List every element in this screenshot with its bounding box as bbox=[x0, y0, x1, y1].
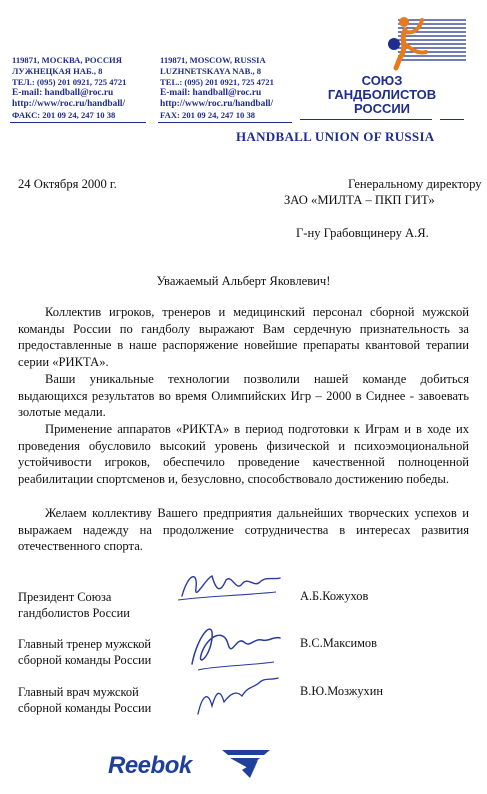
sponsor-wordmark: Reebok bbox=[108, 752, 192, 779]
recipient-company: ЗАО «МИЛТА – ПКП ГИТ» bbox=[284, 193, 435, 207]
address-line: ЛУЖНЕЦКАЯ НАБ., 8 bbox=[12, 66, 103, 76]
letter-date: 24 Октября 2000 г. bbox=[18, 177, 117, 191]
role-line: Главный врач мужской bbox=[18, 685, 139, 699]
paragraph: Желаем коллективу Вашего предприятия дальнейших творческих успехов и выражаем надежду на продолжение сотрудничества в интересах развития отечественного спорта. bbox=[18, 506, 469, 554]
union-name-line: РОССИИ bbox=[353, 101, 411, 116]
paragraph: Коллектив игроков, тренеров и медицинский персонал сборной мужской команды России по гандболу выражают Вам сердечную признательность за предоставленные в наше распоряжение новейшие препараты квантовой терапии серии «РИКТА». bbox=[18, 305, 469, 369]
signatory-name: В.С.Максимов bbox=[300, 636, 377, 650]
signatory-role bbox=[18, 589, 130, 621]
divider bbox=[158, 122, 292, 123]
address-line: TEL.: (095) 201 0921, 725 4721 bbox=[160, 77, 274, 87]
divider bbox=[300, 119, 432, 120]
address-line: LUZHNETSKAYA NAB., 8 bbox=[160, 66, 262, 76]
address-fax: ФАКС: 201 09 24, 247 10 38 bbox=[12, 110, 116, 120]
role-line: гандболистов России bbox=[18, 606, 130, 620]
signatory-role bbox=[18, 684, 151, 716]
address-line: 119871, MOSCOW, RUSSIA bbox=[160, 55, 266, 65]
role-line: сборной команды России bbox=[18, 653, 152, 667]
role-line: сборной команды России bbox=[18, 701, 152, 715]
paragraph: Ваши уникальные технологии позволили нашей команде добиться выдающихся результатов во время Олимпийских Игр – 2000 в Сиднее - завоевать золотые медали. bbox=[18, 372, 469, 420]
signature-mark bbox=[192, 676, 282, 725]
union-name-line: ГАНДБОЛИСТОВ bbox=[327, 87, 437, 102]
divider bbox=[440, 119, 464, 120]
union-name-line: СОЮЗ bbox=[361, 73, 403, 88]
address-line: ТЕЛ.: (095) 201 0921, 725 4721 bbox=[12, 77, 127, 87]
address-fax: FAX: 201 09 24, 247 10 38 bbox=[160, 110, 256, 120]
union-name bbox=[312, 74, 452, 116]
signatory-role bbox=[18, 636, 151, 668]
address-website: http://www/roc.ru/handball/ bbox=[160, 99, 274, 109]
address-russian bbox=[12, 55, 126, 121]
union-name-english: HANDBALL UNION OF RUSSIA bbox=[236, 129, 435, 144]
address-line: 119871, МОСКВА, РОССИЯ bbox=[12, 55, 122, 65]
role-line: Главный тренер мужской bbox=[18, 637, 152, 651]
recipient-title: Генеральному директору bbox=[348, 177, 482, 191]
signatory-name: В.Ю.Мозжухин bbox=[300, 684, 383, 698]
reebok-vector-logo-icon bbox=[220, 746, 272, 785]
paragraph: Применение аппаратов «РИКТА» в период подготовки к Играм и в ходе их проведения обусловило высокий уровень физической и психоэмоциональной устойчивости игроков, обеспечило проведение качественной полноценной реабилитации спортсменов и, безусловно, способствовало достижению победы. bbox=[18, 422, 469, 486]
address-email: E-mail: handball@roc.ru bbox=[12, 88, 114, 98]
greeting: Уважаемый Альберт Яковлевич! bbox=[156, 274, 331, 288]
address-website: http://www/roc.ru/handball/ bbox=[12, 99, 126, 109]
address-english bbox=[160, 55, 274, 121]
signature-mark bbox=[184, 614, 284, 679]
recipient-name: Г-ну Грабовщинеру А.Я. bbox=[296, 226, 429, 240]
signatory-name: А.Б.Кожухов bbox=[300, 589, 369, 603]
handball-player-logo-icon bbox=[378, 14, 468, 77]
signature-mark bbox=[176, 566, 286, 617]
address-email: E-mail: handball@roc.ru bbox=[160, 88, 262, 98]
divider bbox=[10, 122, 146, 123]
role-line: Президент Союза bbox=[18, 590, 112, 604]
